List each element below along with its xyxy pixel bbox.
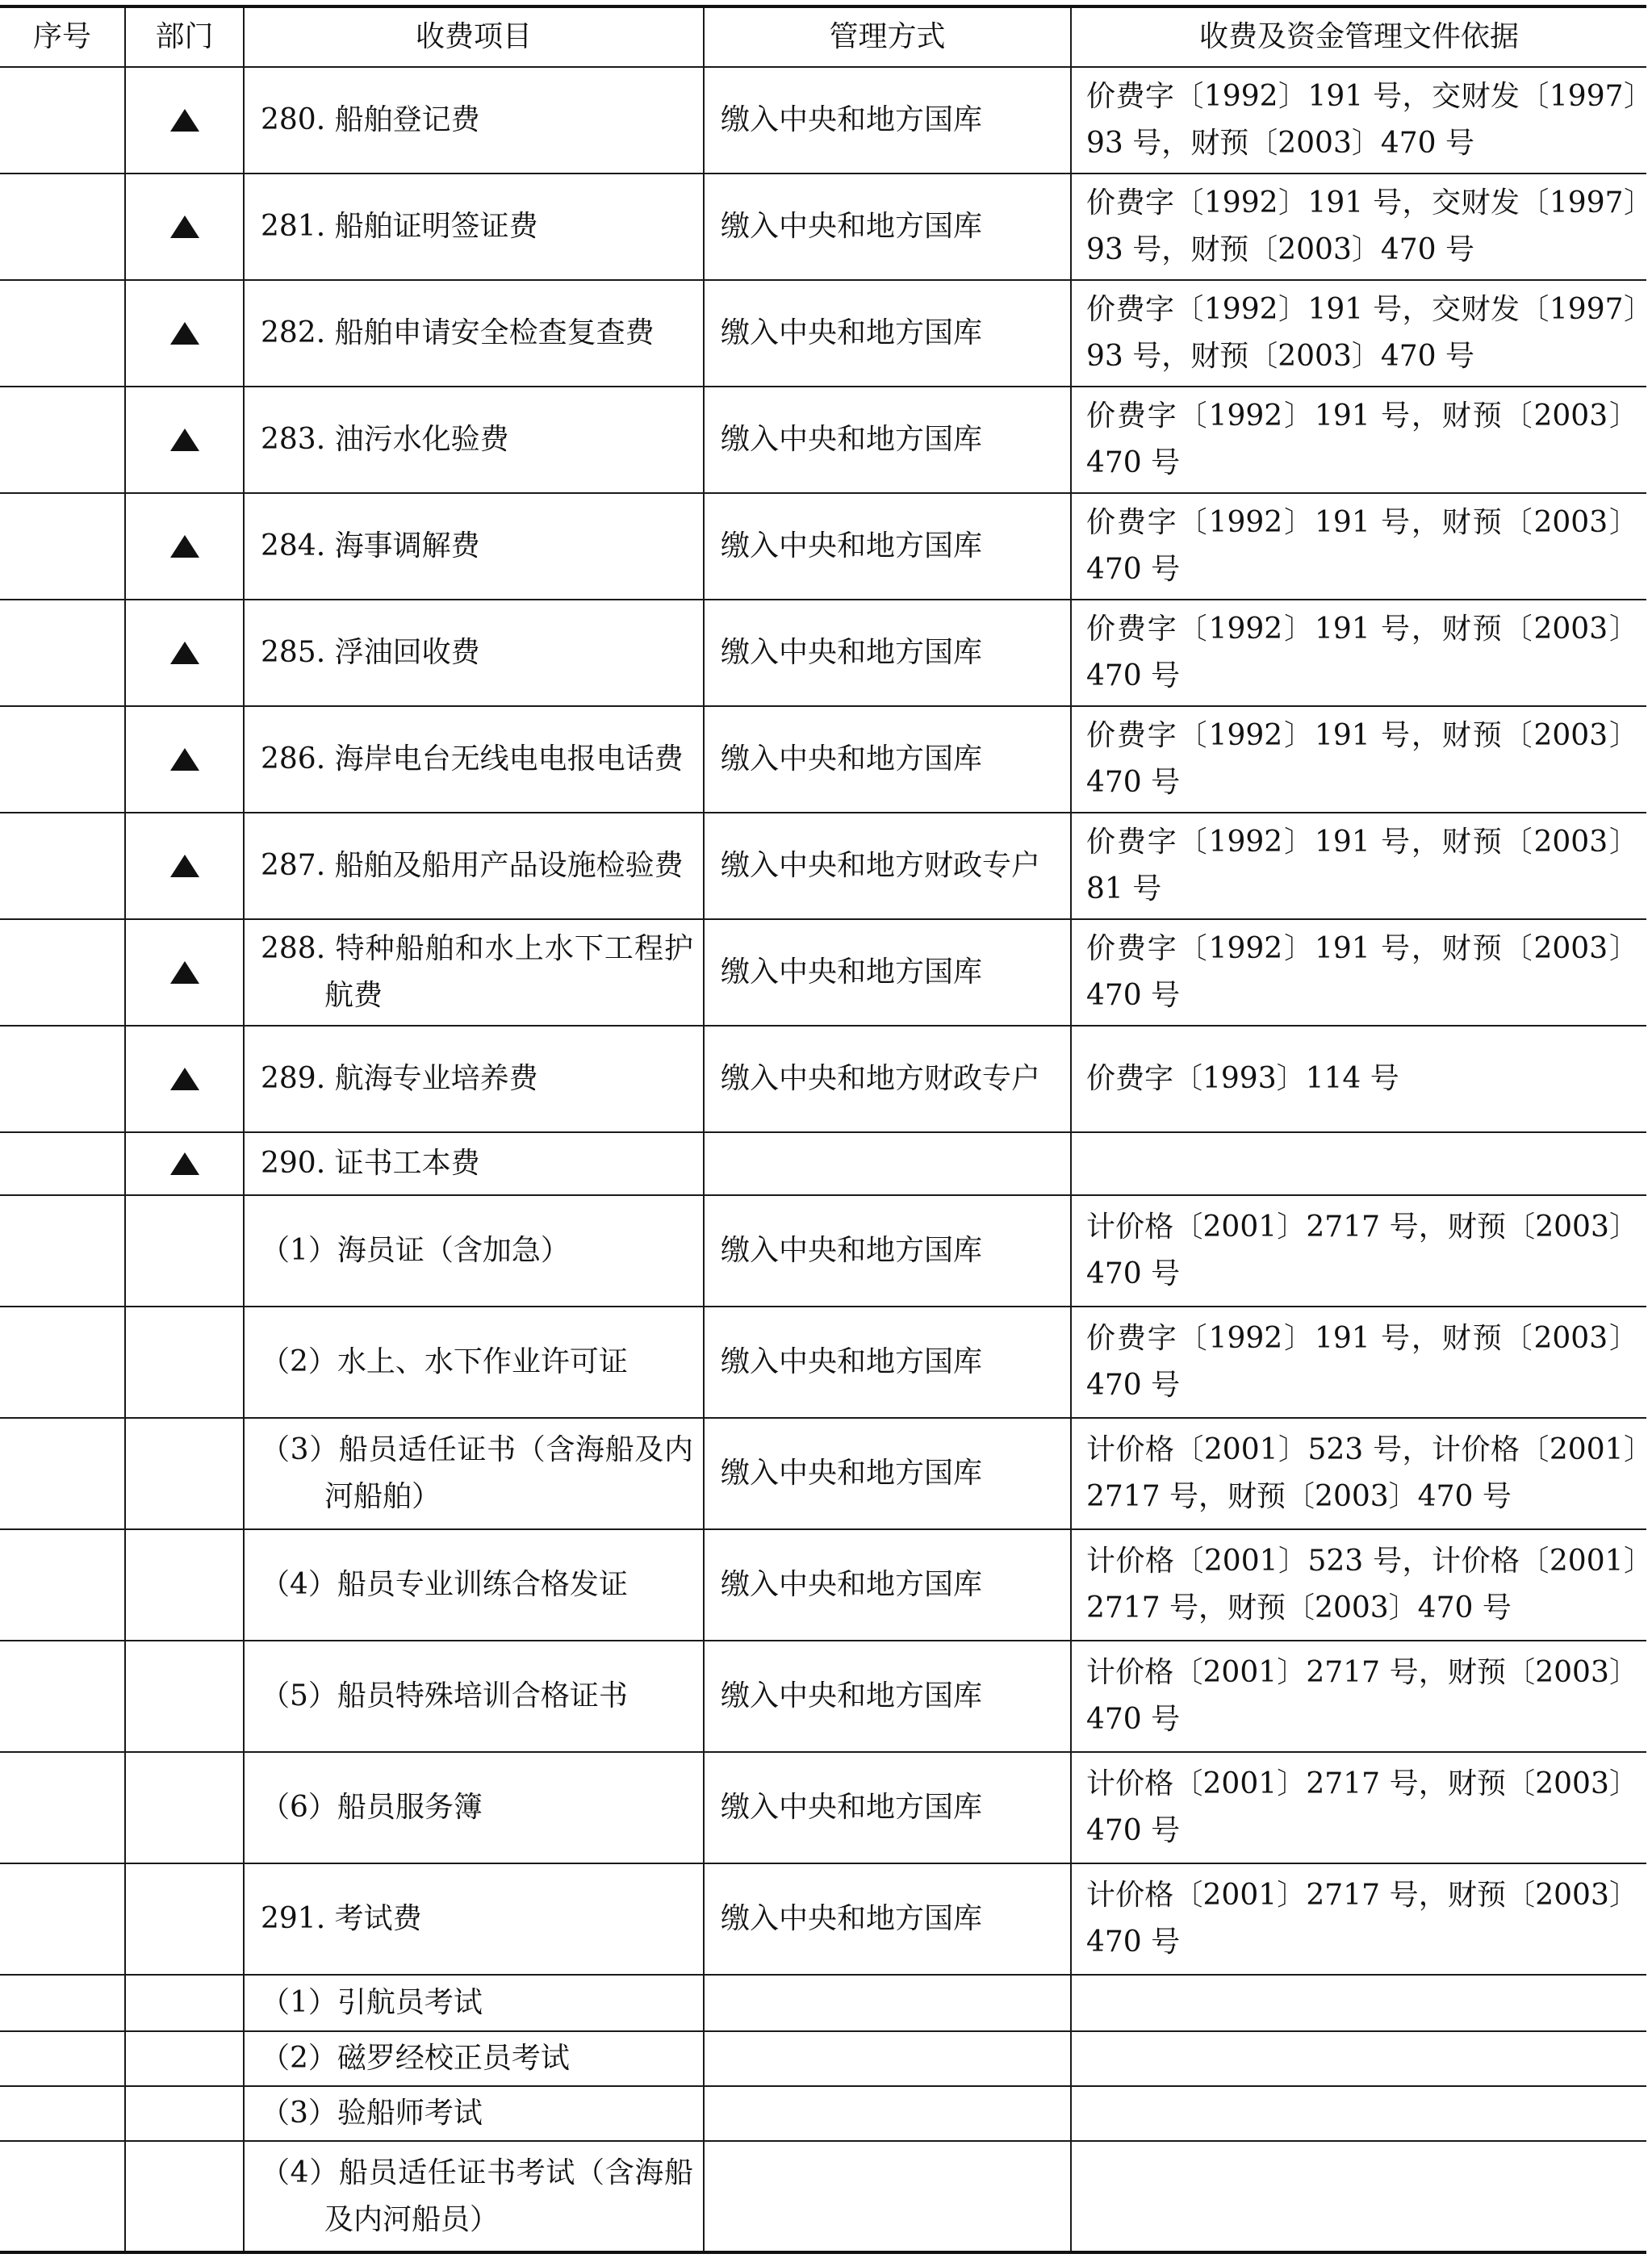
- cell-seq: [0, 813, 125, 919]
- cell-item: [244, 706, 704, 813]
- cell-seq: [0, 1307, 125, 1418]
- mode-text: 缴入中央和地方财政专户: [721, 849, 1041, 882]
- cell-basis: [1071, 2086, 1646, 2141]
- cell-dept: [125, 280, 244, 387]
- header-row: [0, 6, 1646, 67]
- table-row: [0, 1529, 1646, 1641]
- table-row: [0, 1641, 1646, 1752]
- triangle-marker-icon: [170, 642, 199, 664]
- mode-text: 缴入中央和地方国库: [721, 1568, 983, 1601]
- cell-item: [244, 1132, 704, 1195]
- table-row: [0, 2031, 1646, 2086]
- basis-text: 计价格〔2001〕523 号，计价格〔2001〕2717 号，财预〔2003〕470 号: [1086, 1545, 1638, 1625]
- table-row: [0, 67, 1646, 174]
- cell-basis: [1071, 67, 1646, 174]
- mode-text: 缴入中央和地方国库: [721, 210, 983, 243]
- cell-mode: [704, 813, 1071, 919]
- cell-mode: [704, 67, 1071, 174]
- cell-seq: [0, 600, 125, 706]
- cell-basis: [1071, 706, 1646, 813]
- mode-text: 缴入中央和地方国库: [721, 1902, 983, 1935]
- header-dept: 部门: [125, 6, 244, 67]
- cell-mode: [704, 600, 1071, 706]
- item-text: （4）船员专业训练合格发证: [261, 1568, 628, 1601]
- triangle-marker-icon: [170, 215, 199, 238]
- item-text: 285. 浮油回收费: [261, 636, 480, 669]
- item-text: 282. 船舶申请安全检查复查费: [261, 316, 655, 349]
- triangle-marker-icon: [170, 322, 199, 345]
- table-row: [0, 2141, 1646, 2252]
- cell-seq: [0, 1132, 125, 1195]
- table-body: [0, 67, 1646, 2252]
- cell-seq: [0, 706, 125, 813]
- table-row: [0, 1195, 1646, 1307]
- cell-item: [244, 1195, 704, 1307]
- cell-mode: [704, 1641, 1071, 1752]
- basis-text: 价费字〔1993〕114 号: [1086, 1062, 1399, 1095]
- cell-seq: [0, 919, 125, 1026]
- cell-seq: [0, 1418, 125, 1529]
- table-row: [0, 2086, 1646, 2141]
- basis-text: 计价格〔2001〕2717 号，财预〔2003〕470 号: [1086, 1767, 1638, 1847]
- cell-item: [244, 1418, 704, 1529]
- cell-item: [244, 1307, 704, 1418]
- cell-seq: [0, 2141, 125, 2252]
- cell-dept: [125, 2086, 244, 2141]
- cell-basis: [1071, 1418, 1646, 1529]
- cell-item: [244, 493, 704, 600]
- mode-text: 缴入中央和地方国库: [721, 103, 983, 136]
- cell-basis: [1071, 1975, 1646, 2031]
- cell-dept: [125, 387, 244, 493]
- cell-dept: [125, 2031, 244, 2086]
- cell-basis: [1071, 387, 1646, 493]
- cell-dept: [125, 1863, 244, 1975]
- cell-basis: [1071, 813, 1646, 919]
- cell-basis: [1071, 2031, 1646, 2086]
- cell-item: [244, 2031, 704, 2086]
- cell-basis: [1071, 2141, 1646, 2252]
- mode-text: 缴入中央和地方国库: [721, 1679, 983, 1712]
- cell-mode: [704, 1752, 1071, 1863]
- cell-dept: [125, 1307, 244, 1418]
- item-text: 281. 船舶证明签证费: [261, 210, 538, 243]
- cell-dept: [125, 493, 244, 600]
- cell-mode: [704, 1418, 1071, 1529]
- basis-text: 价费字〔1992〕191 号，财预〔2003〕470 号: [1086, 719, 1638, 799]
- cell-mode: [704, 1975, 1071, 2031]
- basis-text: 价费字〔1992〕191 号，财预〔2003〕470 号: [1086, 399, 1638, 479]
- cell-item: [244, 280, 704, 387]
- cell-item: [244, 1026, 704, 1132]
- basis-text: 价费字〔1992〕191 号，财预〔2003〕470 号: [1086, 932, 1638, 1012]
- mode-text: 缴入中央和地方财政专户: [721, 1062, 1041, 1095]
- table-row: [0, 1752, 1646, 1863]
- cell-basis: [1071, 1529, 1646, 1641]
- cell-seq: [0, 280, 125, 387]
- header-basis: 收费及资金管理文件依据: [1071, 6, 1646, 67]
- cell-item: [244, 919, 704, 1026]
- basis-text: 价费字〔1992〕191 号，财预〔2003〕470 号: [1086, 1322, 1638, 1402]
- basis-text: 价费字〔1992〕191 号，交财发〔1997〕93 号，财预〔2003〕470 号: [1086, 80, 1638, 160]
- item-text: 286. 海岸电台无线电电报电话费: [261, 742, 684, 776]
- basis-text: 价费字〔1992〕191 号，交财发〔1997〕93 号，财预〔2003〕470 号: [1086, 186, 1638, 266]
- cell-seq: [0, 67, 125, 174]
- cell-dept: [125, 1641, 244, 1752]
- cell-item: [244, 1641, 704, 1752]
- triangle-marker-icon: [170, 961, 199, 984]
- table-row: [0, 706, 1646, 813]
- triangle-marker-icon: [170, 535, 199, 558]
- cell-mode: [704, 387, 1071, 493]
- cell-mode: [704, 2141, 1071, 2252]
- cell-seq: [0, 493, 125, 600]
- item-text: （2）水上、水下作业许可证: [261, 1345, 628, 1378]
- cell-dept: [125, 706, 244, 813]
- table-row: [0, 1975, 1646, 2031]
- cell-item: [244, 1975, 704, 2031]
- table-row: [0, 1307, 1646, 1418]
- item-text: （5）船员特殊培训合格证书: [261, 1679, 628, 1712]
- basis-text: 计价格〔2001〕2717 号，财预〔2003〕470 号: [1086, 1656, 1638, 1736]
- triangle-marker-icon: [170, 1068, 199, 1090]
- cell-seq: [0, 1975, 125, 2031]
- table-row: [0, 1863, 1646, 1975]
- mode-text: 缴入中央和地方国库: [721, 529, 983, 562]
- item-text: （3）船员适任证书（含海船及内河船舶）: [261, 1433, 693, 1513]
- cell-item: [244, 1863, 704, 1975]
- cell-dept: [125, 1418, 244, 1529]
- cell-seq: [0, 1026, 125, 1132]
- item-text: （1）引航员考试: [261, 1986, 483, 2019]
- basis-text: 价费字〔1992〕191 号，财预〔2003〕470 号: [1086, 613, 1638, 692]
- cell-dept: [125, 1026, 244, 1132]
- table-row: [0, 1026, 1646, 1132]
- basis-text: 计价格〔2001〕2717 号，财预〔2003〕470 号: [1086, 1879, 1638, 1959]
- table-row: [0, 1418, 1646, 1529]
- basis-text: 计价格〔2001〕2717 号，财预〔2003〕470 号: [1086, 1211, 1638, 1290]
- cell-mode: [704, 1195, 1071, 1307]
- table-row: [0, 174, 1646, 280]
- cell-mode: [704, 706, 1071, 813]
- mode-text: 缴入中央和地方国库: [721, 1791, 983, 1824]
- cell-dept: [125, 1975, 244, 2031]
- cell-dept: [125, 1529, 244, 1641]
- table-header: [0, 6, 1646, 67]
- cell-item: [244, 387, 704, 493]
- mode-text: 缴入中央和地方国库: [721, 1345, 983, 1378]
- item-text: 288. 特种船舶和水上水下工程护航费: [261, 932, 693, 1012]
- table-row: [0, 919, 1646, 1026]
- cell-basis: [1071, 600, 1646, 706]
- header-item: 收费项目: [244, 6, 704, 67]
- table-row: [0, 387, 1646, 493]
- cell-mode: [704, 1529, 1071, 1641]
- basis-text: 计价格〔2001〕523 号，计价格〔2001〕2717 号，财预〔2003〕470 号: [1086, 1433, 1638, 1513]
- cell-seq: [0, 1195, 125, 1307]
- triangle-marker-icon: [170, 429, 199, 451]
- item-text: 291. 考试费: [261, 1902, 422, 1935]
- triangle-marker-icon: [170, 855, 199, 877]
- mode-text: 缴入中央和地方国库: [721, 742, 983, 776]
- cell-basis: [1071, 493, 1646, 600]
- cell-dept: [125, 2141, 244, 2252]
- cell-basis: [1071, 1752, 1646, 1863]
- cell-basis: [1071, 1863, 1646, 1975]
- item-text: 284. 海事调解费: [261, 529, 480, 562]
- cell-seq: [0, 1752, 125, 1863]
- cell-mode: [704, 2031, 1071, 2086]
- cell-mode: [704, 919, 1071, 1026]
- item-text: 290. 证书工本费: [261, 1147, 480, 1180]
- header-seq: 序号: [0, 6, 125, 67]
- item-text: 283. 油污水化验费: [261, 423, 509, 456]
- cell-seq: [0, 387, 125, 493]
- table-row: [0, 1132, 1646, 1195]
- item-text: 289. 航海专业培养费: [261, 1062, 538, 1095]
- cell-basis: [1071, 1026, 1646, 1132]
- item-text: （6）船员服务簿: [261, 1791, 483, 1824]
- table-row: [0, 600, 1646, 706]
- table-row: [0, 280, 1646, 387]
- cell-seq: [0, 1641, 125, 1752]
- cell-mode: [704, 280, 1071, 387]
- cell-dept: [125, 1132, 244, 1195]
- cell-seq: [0, 174, 125, 280]
- cell-item: [244, 2086, 704, 2141]
- cell-seq: [0, 2086, 125, 2141]
- item-text: （2）磁罗经校正员考试: [261, 2042, 570, 2075]
- item-text: 287. 船舶及船用产品设施检验费: [261, 849, 684, 882]
- cell-item: [244, 2141, 704, 2252]
- cell-item: [244, 1529, 704, 1641]
- cell-item: [244, 813, 704, 919]
- cell-mode: [704, 1863, 1071, 1975]
- cell-mode: [704, 174, 1071, 280]
- cell-seq: [0, 1529, 125, 1641]
- cell-basis: [1071, 1307, 1646, 1418]
- cell-mode: [704, 1307, 1071, 1418]
- cell-basis: [1071, 280, 1646, 387]
- triangle-marker-icon: [170, 1152, 199, 1175]
- cell-dept: [125, 174, 244, 280]
- cell-dept: [125, 1195, 244, 1307]
- basis-text: 价费字〔1992〕191 号，财预〔2003〕470 号: [1086, 506, 1638, 586]
- cell-mode: [704, 1026, 1071, 1132]
- fee-table: [0, 5, 1646, 2254]
- mode-text: 缴入中央和地方国库: [721, 1457, 983, 1490]
- cell-item: [244, 174, 704, 280]
- basis-text: 价费字〔1992〕191 号，财预〔2003〕81 号: [1086, 826, 1638, 905]
- table-row: [0, 493, 1646, 600]
- item-text: 280. 船舶登记费: [261, 103, 480, 136]
- table-row: [0, 813, 1646, 919]
- mode-text: 缴入中央和地方国库: [721, 423, 983, 456]
- mode-text: 缴入中央和地方国库: [721, 636, 983, 669]
- cell-item: [244, 600, 704, 706]
- cell-dept: [125, 600, 244, 706]
- triangle-marker-icon: [170, 748, 199, 771]
- cell-mode: [704, 2086, 1071, 2141]
- item-text: （4）船员适任证书考试（含海船及内河船员）: [261, 2156, 693, 2236]
- basis-text: 价费字〔1992〕191 号，交财发〔1997〕93 号，财预〔2003〕470 号: [1086, 293, 1638, 373]
- cell-seq: [0, 1863, 125, 1975]
- cell-dept: [125, 919, 244, 1026]
- cell-dept: [125, 1752, 244, 1863]
- item-text: （1）海员证（含加急）: [261, 1234, 570, 1267]
- cell-item: [244, 67, 704, 174]
- cell-item: [244, 1752, 704, 1863]
- cell-dept: [125, 67, 244, 174]
- mode-text: 缴入中央和地方国库: [721, 1234, 983, 1267]
- cell-seq: [0, 2031, 125, 2086]
- header-mode: 管理方式: [704, 6, 1071, 67]
- cell-basis: [1071, 1641, 1646, 1752]
- cell-mode: [704, 493, 1071, 600]
- mode-text: 缴入中央和地方国库: [721, 955, 983, 989]
- mode-text: 缴入中央和地方国库: [721, 316, 983, 349]
- cell-basis: [1071, 174, 1646, 280]
- triangle-marker-icon: [170, 109, 199, 132]
- cell-mode: [704, 1132, 1071, 1195]
- cell-basis: [1071, 919, 1646, 1026]
- cell-basis: [1071, 1132, 1646, 1195]
- cell-dept: [125, 813, 244, 919]
- item-text: （3）验船师考试: [261, 2097, 483, 2130]
- cell-basis: [1071, 1195, 1646, 1307]
